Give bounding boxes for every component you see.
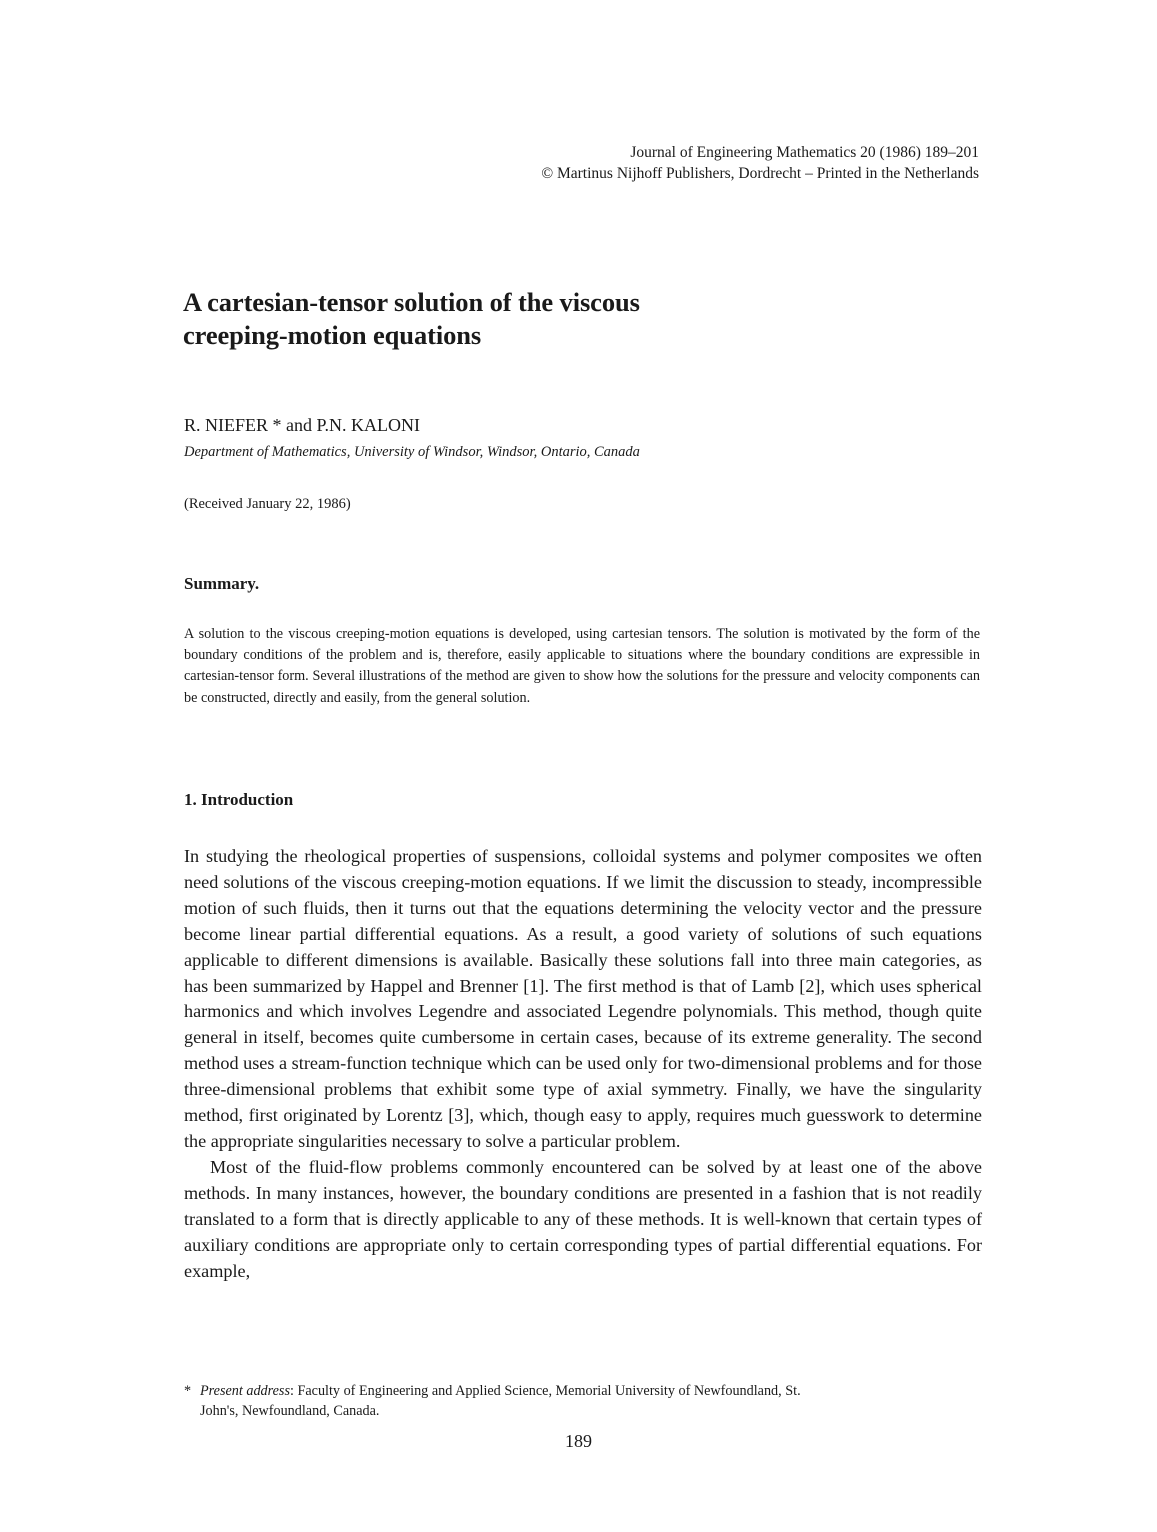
introduction-paragraph-1: In studying the rheological properties of suspensions, colloidal systems and polymer composites we often need solutions of the viscous creeping-motion equations. If we limit the discussion to steady, incompressible motion of such fluids, then it turns out that the equations determining the velocity vector and the pressure become linear partial differential equations. As a result, a good variety of solutions of such equations applicable to different dimensions is available. Basically these solutions fall into three main categories, as has been summarized by Happel and Brenner [1]. The first method is that of Lamb [2], which uses spherical harmonics and which involves Legendre and associated Legendre polynomials. This method, though quite general in itself, becomes quite cumbersome in certain cases, because of its extreme generality. The second method uses a stream-function technique which can be used only for two-dimensional problems and for those three-dimensional problems that exhibit some type of axial symmetry. Finally, we have the singularity method, first originated by Lorentz [3], which, though easy to apply, requires much guesswork to determine the appropriate singularities necessary to solve a particular problem. <box>184 846 982 1151</box>
journal-header <box>541 142 979 184</box>
footnote-continuation: John's, Newfoundland, Canada. <box>200 1403 380 1419</box>
paper-title <box>183 286 983 352</box>
introduction-body <box>184 844 982 1284</box>
footnote-text: : Faculty of Engineering and Applied Science, Memorial University of Newfoundland, St. <box>289 1383 801 1399</box>
summary-text: A solution to the viscous creeping-motion equations is developed, using cartesian tensors. The solution is motivated by the form of the boundary conditions of the problem and is, therefore, easily applicable to situations where the boundary conditions are expressible in cartesian-tensor form. Several illustrations of the method are given to show how the solutions for the pressure and velocity components can be constructed, directly and easily, from the general solution. <box>184 626 980 706</box>
footnote-label: Present address <box>200 1383 290 1399</box>
author-affiliation: Department of Mathematics, University of Windsor, Windsor, Ontario, Canada <box>184 444 640 460</box>
introduction-heading: 1. Introduction <box>184 790 294 809</box>
summary-heading: Summary. <box>184 574 260 593</box>
footnote <box>184 1381 980 1421</box>
received-date: (Received January 22, 1986) <box>184 496 351 512</box>
introduction-paragraph-2: Most of the fluid-flow problems commonly encountered can be solved by at least one of the above methods. In many instances, however, the boundary conditions are presented in a fashion that is not readily translated to a form that is directly applicable to any of these methods. It is well-known that certain types of auxiliary conditions are appropriate only to certain corresponding types of partial differential equations. For example, <box>184 1156 982 1281</box>
author-list: R. NIEFER * and P.N. KALONI <box>184 415 420 435</box>
journal-citation: Journal of Engineering Mathematics 20 (1986) 189–201 <box>630 144 979 161</box>
publisher-line: © Martinus Nijhoff Publishers, Dordrecht – Printed in the Netherlands <box>541 165 979 182</box>
footnote-mark: * <box>184 1383 192 1399</box>
title-line-1: A cartesian-tensor solution of the viscous <box>183 287 640 317</box>
title-line-2: creeping-motion equations <box>183 320 482 350</box>
page-number: 189 <box>565 1431 592 1451</box>
